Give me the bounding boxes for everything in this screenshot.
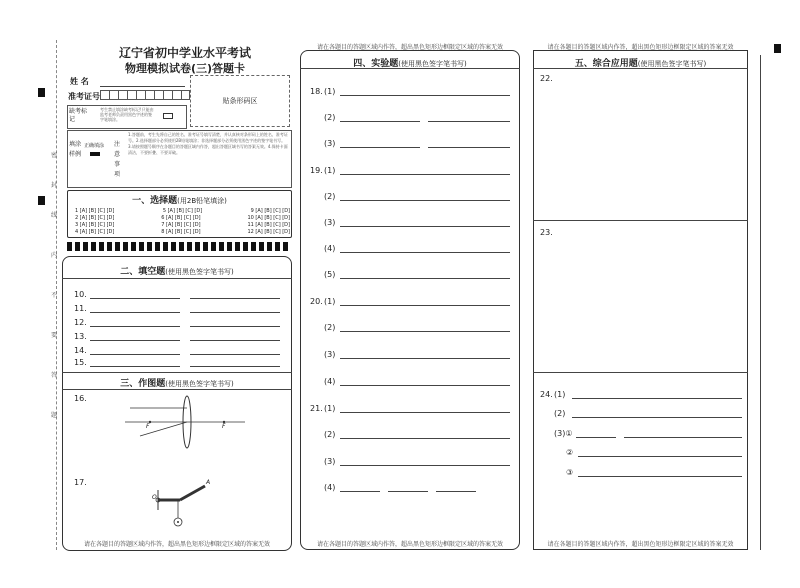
answer-line[interactable] <box>578 456 742 457</box>
choice-grid[interactable]: 1 [A] [B] [C] [D] 5 [A] [B] [C] [D] 9 [A] [B] [C] [D] 2 [A] [B] [C] [D] 6 [A] [B] [C] [D] 10 [A] [B] [C] [D] 3 [A] [B] [C] [D] 7 [A] [B] [C] [D] 11 [A] [B] [C] [D] 4 [A] [B] [C] [D] 8 [A] [B] [C] [D] 12 [A] [B] [C] [D] <box>75 208 290 235</box>
position-mark <box>38 88 45 97</box>
bottom-notice: 请在各题目的答题区域内作答，超出黑色矩形边框限定区域的答案无效 <box>83 541 270 548</box>
answer-line[interactable] <box>428 147 510 148</box>
answer-line[interactable] <box>340 358 510 359</box>
answer-line[interactable] <box>340 121 420 122</box>
ticket-number-boxes[interactable] <box>100 90 190 100</box>
app-sub: (1) <box>554 390 566 399</box>
answer-line[interactable] <box>90 354 180 355</box>
fill-q15: 15. <box>74 358 87 367</box>
barcode-label: 贴条形码区 <box>222 97 258 105</box>
application-title: 五、综合应用题(使用黑色签字笔书写) <box>574 59 707 69</box>
ticket-label: 准考证号 <box>68 92 100 101</box>
app-sub: (3)① <box>554 429 573 438</box>
notes-text: 1.答题前，考生先将自己的姓名、准考证号填写清楚，并认真核对条形码上的姓名、准考证号。2.选择题部分必须使用2B铅笔填涂；非选择题部分必须使用黑色字迹的签字笔书写。3.请按照题号顺序在各题目的答题区域内作答，超出答题区域书写的答案无效。4.保持卡面清洁，不要折叠、不要弄破。 <box>128 132 288 155</box>
answer-line[interactable] <box>624 437 742 438</box>
answer-line[interactable] <box>576 437 616 438</box>
exp-sub: (2) <box>324 113 336 122</box>
exp-q19: 19. <box>310 166 323 175</box>
absent-note: 考生禁止填涂缺考标记!只能由监考老师负责用黑色字迹的签字笔填涂。 <box>100 107 154 122</box>
name-label: 姓 名 <box>70 77 89 86</box>
answer-line[interactable] <box>340 305 510 306</box>
pivot-label: O <box>152 494 157 501</box>
app-sub: ② <box>566 448 574 457</box>
divider <box>533 220 748 221</box>
answer-line[interactable] <box>340 465 510 466</box>
focus-label-right: F <box>222 423 226 430</box>
bottom-notice: 请在各题目的答题区域内作答，超出黑色矩形边框限定区域的答案无效 <box>547 541 734 548</box>
top-notice: 请在各题目的答题区域内作答，超出黑色矩形边框限定区域的答案无效 <box>547 44 734 51</box>
drawing-title-rule <box>62 389 292 390</box>
app-q22: 22. <box>540 74 553 83</box>
answer-line[interactable] <box>340 278 510 279</box>
seal-char: 答 <box>51 372 58 379</box>
absent-label: 缺考标记 <box>69 108 88 123</box>
answer-line[interactable] <box>340 200 510 201</box>
answer-line[interactable] <box>340 491 380 492</box>
answer-line[interactable] <box>90 340 180 341</box>
app-sub: ③ <box>566 468 574 477</box>
card-title-2: 物理模拟试卷(三)答题卡 <box>124 62 246 75</box>
answer-line[interactable] <box>190 366 280 367</box>
notes-label: 注意事项 <box>114 141 121 178</box>
exp-sub: (3) <box>324 457 336 466</box>
focus-label-left: F <box>146 423 150 430</box>
answer-line[interactable] <box>340 438 510 439</box>
exp-sub: (3) <box>324 218 336 227</box>
drawing-title: 三、作图题(使用黑色签字笔书写) <box>120 379 234 389</box>
seal-char: 线 <box>51 212 58 219</box>
q23-answer-area[interactable] <box>533 222 748 372</box>
exp-sub: (1) <box>324 87 336 96</box>
experiment-title: 四、实验题(使用黑色签字笔书写) <box>353 59 467 69</box>
app-q23: 23. <box>540 228 553 237</box>
fill-q11: 11. <box>74 304 87 313</box>
exp-sub: (4) <box>324 483 336 492</box>
answer-line[interactable] <box>340 147 420 148</box>
answer-line[interactable] <box>572 417 742 418</box>
bottom-notice: 请在各题目的答题区域内作答，超出黑色矩形边框限定区域的答案无效 <box>316 541 503 548</box>
name-field[interactable] <box>100 86 185 87</box>
exp-q20: 20. <box>310 297 323 306</box>
fill-title-rule <box>62 278 292 279</box>
answer-line[interactable] <box>428 121 510 122</box>
card-title-1: 辽宁省初中学业水平考试 <box>118 46 251 60</box>
answer-line[interactable] <box>340 331 510 332</box>
exp-sub: (2) <box>324 192 336 201</box>
position-mark <box>774 44 781 53</box>
answer-line[interactable] <box>190 326 280 327</box>
seal-char: 题 <box>51 412 58 419</box>
fill-q14: 14. <box>74 346 87 355</box>
exp-sub: (4) <box>324 377 336 386</box>
exp-sub: (2) <box>324 323 336 332</box>
answer-line[interactable] <box>90 366 180 367</box>
drawing-title-rule-top <box>62 372 292 373</box>
exp-sub: (5) <box>324 270 336 279</box>
answer-line[interactable] <box>90 298 180 299</box>
exp-sub: (4) <box>324 244 336 253</box>
drawing-q16: 16. <box>74 394 87 403</box>
exp-sub: (1) <box>324 166 336 175</box>
answer-line[interactable] <box>190 298 280 299</box>
app-q24: 24. <box>540 390 553 399</box>
exp-sub: (1) <box>324 404 336 413</box>
answer-line[interactable] <box>190 340 280 341</box>
exp-sub: (2) <box>324 430 336 439</box>
correct-fill-label: 正确填涂 <box>84 143 105 149</box>
seal-char: 不 <box>51 292 58 299</box>
fill-q13: 13. <box>74 332 87 341</box>
exp-sub: (1) <box>324 297 336 306</box>
answer-line[interactable] <box>90 312 180 313</box>
answer-line[interactable] <box>340 412 510 413</box>
experiment-title-rule <box>300 68 520 69</box>
app-sub: (2) <box>554 409 566 418</box>
answer-line[interactable] <box>340 174 510 175</box>
seal-char: 要 <box>51 332 58 339</box>
fill-example-label: 填涂样例 <box>69 141 82 158</box>
absent-checkbox[interactable] <box>163 113 173 119</box>
answer-line[interactable] <box>572 398 742 399</box>
top-notice: 请在各题目的答题区域内作答，超出黑色矩形边框限定区域的答案无效 <box>316 44 503 51</box>
fill-q12: 12. <box>74 318 87 327</box>
answer-line[interactable] <box>340 226 510 227</box>
right-edge <box>760 55 761 550</box>
answer-line[interactable] <box>436 491 476 492</box>
seal-char: 封 <box>51 182 58 189</box>
answer-line[interactable] <box>340 385 510 386</box>
seal-char: 内 <box>51 252 58 259</box>
answer-line[interactable] <box>190 354 280 355</box>
point-label: A <box>206 479 211 486</box>
fill-q10: 10. <box>74 290 87 299</box>
exp-sub: (3) <box>324 350 336 359</box>
drawing-q17: 17. <box>74 478 87 487</box>
q22-answer-area[interactable] <box>533 70 748 220</box>
exp-q21: 21. <box>310 404 323 413</box>
seal-char: 密 <box>51 152 58 159</box>
answer-line[interactable] <box>578 476 742 477</box>
correct-fill-mark <box>90 152 100 156</box>
answer-line[interactable] <box>90 326 180 327</box>
fill-title: 二、填空题(使用黑色签字笔书写) <box>120 267 234 277</box>
lens-diagram[interactable] <box>120 392 250 452</box>
exp-sub: (3) <box>324 139 336 148</box>
answer-line[interactable] <box>190 312 280 313</box>
divider <box>533 372 748 373</box>
exp-q18: 18. <box>310 87 323 96</box>
answer-line[interactable] <box>340 252 510 253</box>
application-title-rule <box>533 68 748 69</box>
answer-line[interactable] <box>340 95 510 96</box>
timing-marks <box>67 242 297 252</box>
answer-line[interactable] <box>388 491 428 492</box>
choice-title: 一、选择题(用2B铅笔填涂) <box>132 196 227 206</box>
position-mark <box>38 196 45 205</box>
